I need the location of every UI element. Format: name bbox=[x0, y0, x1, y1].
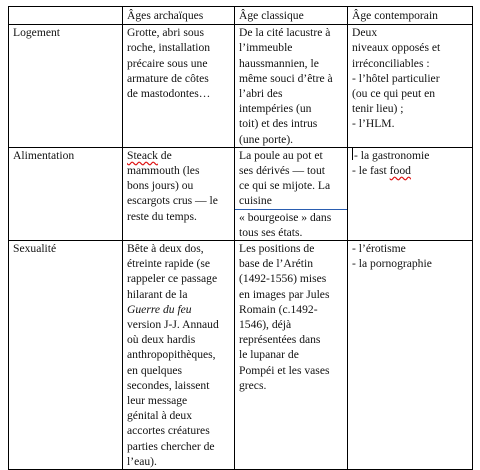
cell-line: parties chercher de bbox=[127, 439, 215, 453]
header-empty-cell bbox=[9, 7, 123, 25]
cell-line: mammouth (les bbox=[127, 164, 200, 178]
cell-contemporary bbox=[348, 241, 473, 470]
cell-line: - la gastronomie bbox=[354, 148, 430, 162]
cell-line: en images par Jules bbox=[239, 287, 330, 301]
cell-line: ce qui se mijote. La bbox=[239, 179, 331, 193]
cell-line: rappeler ce passage bbox=[127, 272, 218, 286]
cell-line: le lupanar de bbox=[239, 348, 299, 362]
cell-line: - l’hôtel particulier bbox=[352, 71, 440, 85]
row-label: Logement bbox=[9, 25, 123, 148]
spellcheck-underline: Steack bbox=[127, 148, 158, 162]
cell-line: Pompéi et les vases bbox=[239, 363, 330, 377]
cell-line: bons jours) ou bbox=[127, 179, 194, 193]
cell-line: haussmannien, le bbox=[239, 56, 319, 70]
cell-line: grecs. bbox=[239, 378, 267, 392]
cell-line: hilarant de la bbox=[127, 287, 188, 301]
spellcheck-underline: food bbox=[389, 164, 411, 178]
cell-line: Romain (c.1492- bbox=[239, 302, 318, 316]
cell-line: version J-J. Annaud bbox=[127, 318, 219, 332]
cell-line: irréconciliables : bbox=[352, 56, 430, 70]
cell-line: La poule au pot et bbox=[239, 148, 323, 162]
cell-line: (une porte). bbox=[239, 132, 294, 146]
cell-line: Grotte, abri sous bbox=[127, 26, 204, 40]
cell-line: Bête à deux dos, bbox=[127, 242, 204, 256]
cell-line: - l’HLM. bbox=[352, 117, 395, 131]
cell-line: - le fast food bbox=[352, 164, 411, 178]
cell-line: secondes, laissent bbox=[127, 378, 210, 392]
cell-line: étreinte rapide (se bbox=[127, 257, 211, 271]
cell-line: reste du temps. bbox=[127, 209, 197, 223]
cell-line: - l’érotisme bbox=[352, 242, 406, 256]
cell-line: en quelques bbox=[127, 363, 183, 377]
cell-line: - la pornographie bbox=[352, 257, 432, 271]
row-alimentation bbox=[9, 147, 473, 240]
cell-line: génital à deux bbox=[127, 409, 193, 423]
cell-line: de mastodontes… bbox=[127, 87, 211, 101]
cell-line: intempéries (un bbox=[239, 102, 312, 116]
cell-line: l’eau). bbox=[127, 454, 157, 468]
cell-line: leur message bbox=[127, 394, 188, 408]
cell-line: Les positions de bbox=[239, 242, 315, 256]
cell-archaic bbox=[123, 241, 235, 470]
row-sexualite bbox=[9, 241, 473, 470]
header-classic: Âge classique bbox=[235, 7, 348, 25]
cell-line: escargots crus — le bbox=[127, 194, 218, 208]
cell-line: Steack de bbox=[127, 148, 172, 162]
cell-line: tous ses états. bbox=[239, 225, 303, 239]
cell-classic bbox=[235, 147, 348, 240]
cell-archaic bbox=[123, 147, 235, 240]
cell-line: accortes créatures bbox=[127, 424, 210, 438]
row-logement bbox=[9, 25, 473, 148]
row-label: Alimentation bbox=[9, 147, 123, 240]
cell-contemporary bbox=[348, 147, 473, 240]
cell-line: même souci d’être à bbox=[239, 71, 333, 85]
cell-line: Guerre du feu bbox=[127, 302, 192, 316]
cell-archaic bbox=[123, 25, 235, 148]
comparison-table bbox=[8, 6, 473, 470]
cell-classic bbox=[235, 241, 348, 470]
cell-line: niveaux opposés et bbox=[352, 41, 441, 55]
text-cursor bbox=[352, 148, 353, 160]
cell-contemporary bbox=[348, 25, 473, 148]
cell-line: ses dérivés — tout bbox=[239, 164, 325, 178]
cell-line: « bourgeoise » dans bbox=[239, 210, 332, 224]
cell-classic bbox=[235, 25, 348, 148]
document-page bbox=[8, 6, 472, 468]
header-archaic: Âges archaïques bbox=[123, 7, 235, 25]
header-row bbox=[9, 7, 473, 25]
cell-line: (ou ce qui peut en bbox=[352, 87, 436, 101]
cell-line: l’immeuble bbox=[239, 41, 293, 55]
cell-line: (1492-1556) mises bbox=[239, 272, 327, 286]
cell-line: De la cité lacustre à bbox=[239, 26, 331, 40]
cell-line: anthropopithèques, bbox=[127, 348, 216, 362]
row-label: Sexualité bbox=[9, 241, 123, 470]
cell-line: précaire sous une bbox=[127, 56, 208, 70]
cell-line: 1546), déjà bbox=[239, 318, 292, 332]
cell-line: Deux bbox=[352, 26, 378, 40]
cell-line: base de l’Arétin bbox=[239, 257, 314, 271]
cell-line: tenir lieu) ; bbox=[352, 102, 404, 116]
cell-line: roche, installation bbox=[127, 41, 211, 55]
cell-line: armature de côtes bbox=[127, 71, 209, 85]
cell-line: représentées dans bbox=[239, 333, 321, 347]
cell-line: où deux hardis bbox=[127, 333, 196, 347]
cell-line: l’abri des bbox=[239, 87, 283, 101]
cell-line: cuisine bbox=[239, 194, 272, 208]
header-contemporary: Âge contemporain bbox=[348, 7, 473, 25]
cell-line: toit) et des intrus bbox=[239, 117, 318, 131]
